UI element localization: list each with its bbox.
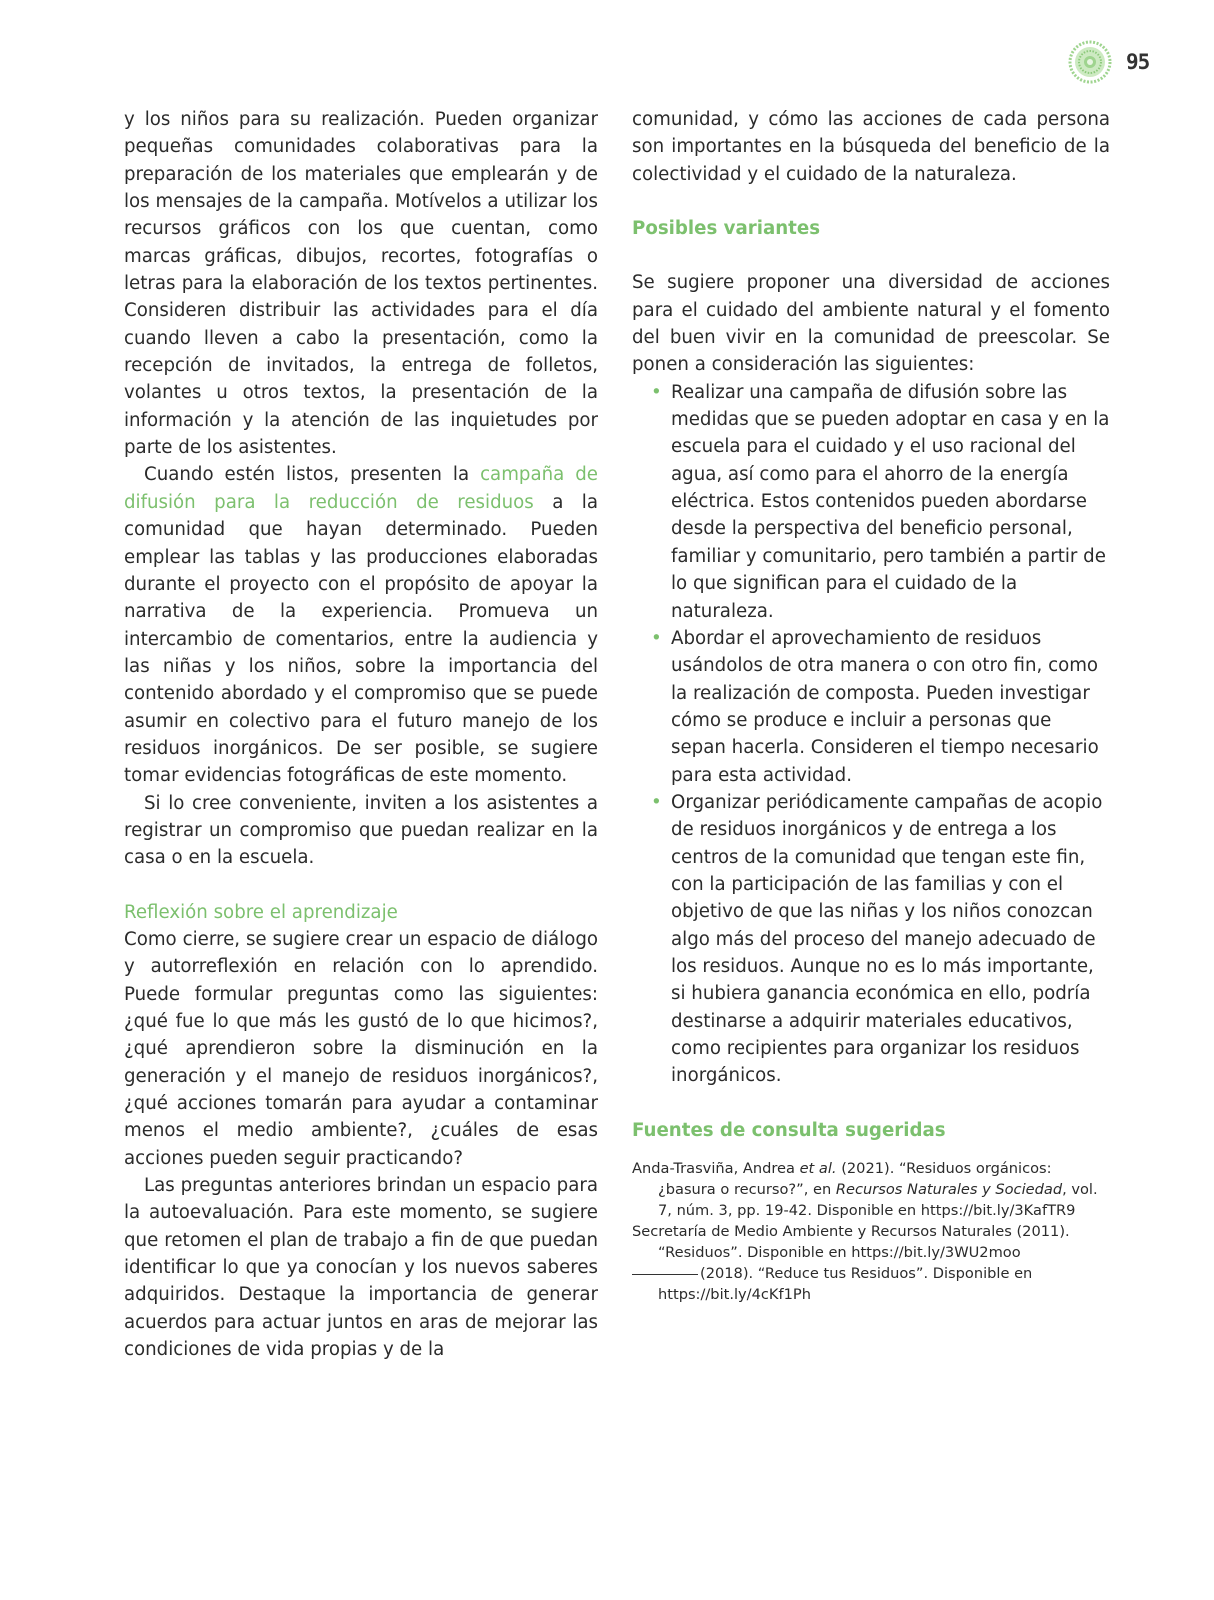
reference-entry bbox=[632, 1158, 1110, 1221]
section-heading-variantes: Posibles variantes bbox=[632, 218, 821, 240]
paragraph: comunidad, y cómo las acciones de cada persona son importantes en la búsqueda del beneficio de la colectividad y el cuidado de la naturaleza. bbox=[632, 109, 1110, 185]
reference-entry bbox=[632, 1263, 1110, 1305]
paragraph bbox=[124, 461, 598, 789]
highlighted-term: campaña de difusión para la reducción de residuos bbox=[124, 464, 598, 513]
page-number: 95 bbox=[1126, 50, 1150, 74]
section-heading-reflexion: Reflexión sobre el aprendizaje bbox=[124, 901, 398, 923]
text: a la comunidad que hayan determinado. Pueden emplear las tablas y las producciones elaboradas durante el proyecto con el propósito de apoyar la narrativa de la experiencia. Promueva un intercambio de comentarios, entre la audiencia y las niñas y los niños, sobre la importancia del contenido abordado y el compromiso que se puede asumir en colectivo para el futuro manejo de los residuos inorgánicos. De ser posible, se sugiere tomar evidencias fotográficas de este momento. bbox=[124, 491, 598, 787]
section-heading-fuentes: Fuentes de consulta sugeridas bbox=[632, 1119, 946, 1141]
text: (2018). “Reduce tus Residuos”. Disponible en https://bit.ly/4cKf1Ph bbox=[658, 1265, 1033, 1304]
text: , vol. 7, núm. 3, pp. 19-42. Disponible en https://bit.ly/3KafTR9 bbox=[658, 1181, 1098, 1220]
author-dash bbox=[632, 1273, 698, 1275]
list-item: • Abordar el aprovechamiento de residuos usándolos de otra manera o con otro fin, como la realización de composta. Pueden investigar cómo se produce e incluir a personas que sepan hacerla. Consideren el tiempo necesario para esta actividad. bbox=[671, 625, 1110, 789]
text: Cuando estén listos, presenten la bbox=[144, 464, 481, 486]
paragraph: Si lo cree conveniente, inviten a los asistentes a registrar un compromiso que puedan realizar en la casa o en la escuela. bbox=[124, 792, 598, 869]
page-header bbox=[1068, 40, 1149, 84]
right-column bbox=[632, 106, 1110, 1305]
paragraph: Como cierre, se sugiere crear un espacio de diálogo y autorreflexión en relación con lo aprendido. Puede formular preguntas como las siguientes: ¿qué fue lo que más les gustó de lo que hicimos?, ¿qué aprendieron sobre la disminución en la generación y el manejo de residuos inorgánicos?, ¿qué acciones tomarán para ayudar a contaminar menos el medio ambiente?, ¿cuáles de esas acciones pueden seguir practicando? bbox=[124, 928, 598, 1169]
reference-entry: Secretaría de Medio Ambiente y Recursos Naturales (2011). “Residuos”. Disponible en https://bit.ly/3WU2moo bbox=[632, 1223, 1070, 1262]
paragraph: Se sugiere proponer una diversidad de acciones para el cuidado del ambiente natural y el fomento del buen vivir en la comunidad de preescolar. Se ponen a consideración las siguientes: bbox=[632, 272, 1110, 376]
list-item: • Organizar periódicamente campañas de acopio de residuos inorgánicos y de entrega a los centros de la comunidad que tengan este fin, con la participación de las familias y con el objetivo de que las niñas y los niños conozcan algo más del proceso del manejo adecuado de los residuos. Aunque no es lo más importante, si hubiera ganancia económica en ello, podría destinarse a adquirir materiales educativos, como recipientes para organizar los residuos inorgánicos. bbox=[671, 789, 1110, 1090]
references bbox=[632, 1158, 1110, 1305]
left-column bbox=[124, 106, 598, 1363]
list-item: • Realizar una campaña de difusión sobre las medidas que se pueden adoptar en casa y en la escuela para el cuidado y el uso racional del agua, así como para el ahorro de la energía eléctrica. Estos contenidos pueden abordarse desde la perspectiva del beneficio personal, familiar y comunitario, pero también a partir de lo que significan para el cuidado de la naturaleza. bbox=[671, 379, 1110, 625]
text: et al. bbox=[799, 1160, 837, 1178]
sun-seal-icon bbox=[1068, 40, 1112, 84]
paragraph: Las preguntas anteriores brindan un espacio para la autoevaluación. Para este momento, se sugiere que retomen el plan de trabajo a fin de que puedan identificar lo que ya conocían y los nuevos saberes adquiridos. Destaque la importancia de generar acuerdos para actuar juntos en aras de mejorar las condiciones de vida propias y de la bbox=[124, 1175, 598, 1361]
paragraph: y los niños para su realización. Pueden organizar pequeñas comunidades colaborativas para la preparación de los materiales que emplearán y de los mensajes de la campaña. Motívelos a utilizar los recursos gráficos con los que cuentan, como marcas gráficas, dibujos, recortes, fotografías o letras para la elaboración de los textos pertinentes. Consideren distribuir las actividades para el día cuando lleven a cabo la presentación, como la recepción de invitados, la entrega de folletos, volantes u otros textos, la presentación de la información y la atención de las inquietudes por parte de los asistentes. bbox=[124, 109, 598, 459]
journal-title: Recursos Naturales y Sociedad bbox=[835, 1181, 1063, 1199]
variants-list bbox=[632, 379, 1110, 1090]
text: (2021). “Residuos orgánicos: ¿basura o recurso?”, en bbox=[658, 1160, 1052, 1199]
text: Anda-Trasviña, Andrea bbox=[632, 1160, 800, 1178]
